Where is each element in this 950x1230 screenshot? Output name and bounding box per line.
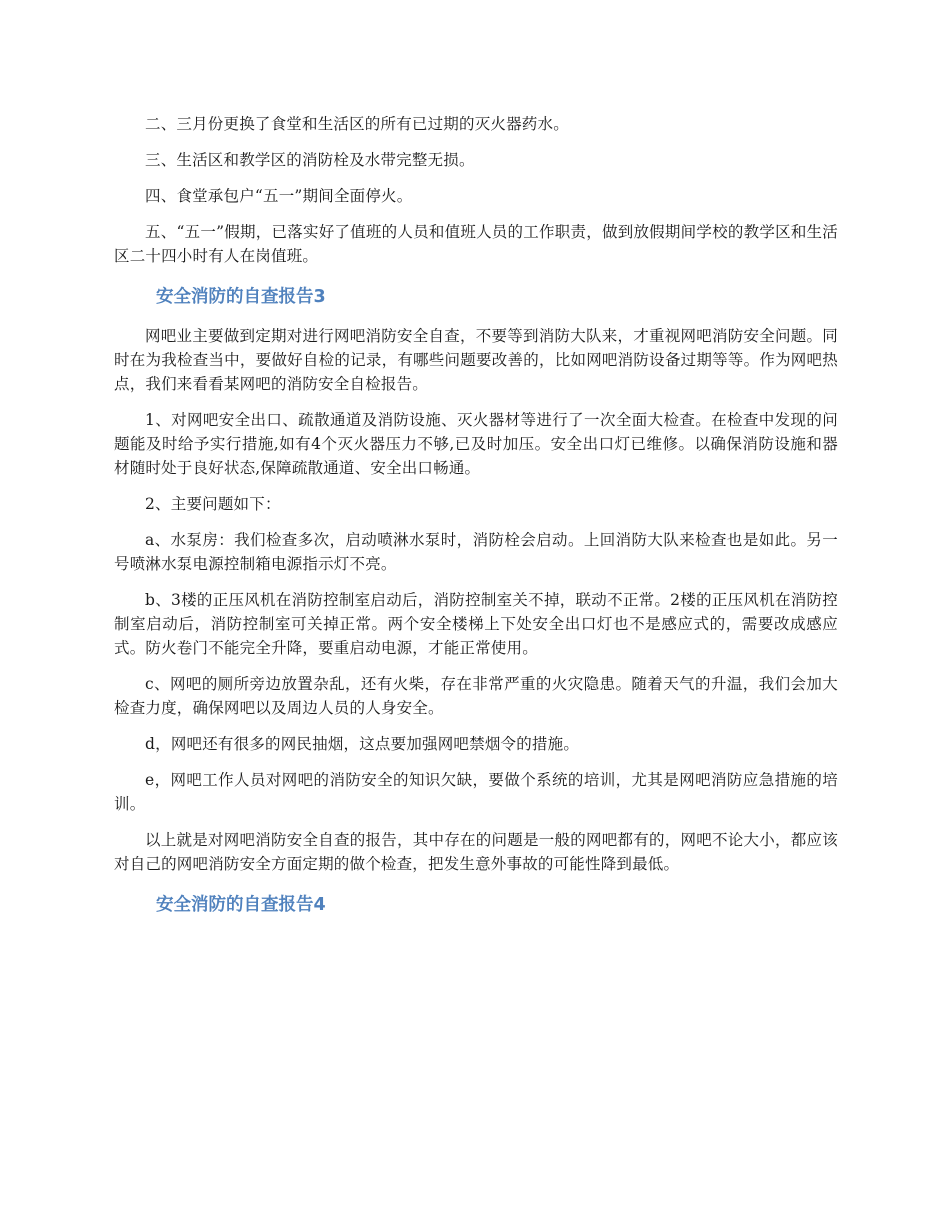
- paragraph-item-2: 二、三月份更换了食堂和生活区的所有已过期的灭火器药水。: [145, 115, 569, 133]
- section3-issue-e: e，网吧工作人员对网吧的消防安全的知识欠缺，要做个系统的培训，尤其是网吧消防应急措施的培训。: [114, 771, 838, 813]
- section3-issue-a: a、水泵房：我们检查多次，启动喷淋水泵时，消防栓会启动。上回消防大队来检查也是如此。另一号喷淋水泵电源控制箱电源指示灯不亮。: [114, 531, 838, 573]
- section3-intro: 网吧业主要做到定期对进行网吧消防安全自查，不要等到消防大队来，才重视网吧消防安全问题。同时在为我检查当中，要做好自检的记录，有哪些问题要改善的，比如网吧消防设备过期等等。作为网吧热点，我们来看看某网吧的消防安全自检报告。: [114, 327, 838, 393]
- document-body: [114, 112, 838, 932]
- section3-issue-b: b、3楼的正压风机在消防控制室启动后，消防控制室关不掉，联动不正常。2楼的正压风机在消防控制室启动后，消防控制室可关掉正常。两个安全楼梯上下处安全出口灯也不是感应式的，需要改成感应式。防火卷门不能完全升降，要重启动电源，才能正常使用。: [114, 591, 838, 657]
- paragraph-item-3: 三、生活区和教学区的消防栓及水带完整无损。: [145, 151, 475, 169]
- paragraph-item-5: 五、“五一”假期，已落实好了值班的人员和值班人员的工作职责，做到放假期间学校的教学区和生活区二十四小时有人在岗值班。: [114, 223, 838, 265]
- section-heading-3: 安全消防的自查报告3: [156, 287, 326, 307]
- section3-item-1: 1、对网吧安全出口、疏散通道及消防设施、灭火器材等进行了一次全面大检查。在检查中发现的问题能及时给予实行措施,如有4个灭火器压力不够,已及时加压。安全出口灯已维修。以确保消防设施和器材随时处于良好状态,保障疏散通道、安全出口畅通。: [114, 411, 838, 477]
- section-heading-4: 安全消防的自查报告4: [156, 895, 326, 915]
- section3-conclusion: 以上就是对网吧消防安全自查的报告，其中存在的问题是一般的网吧都有的，网吧不论大小，都应该对自己的网吧消防安全方面定期的做个检查，把发生意外事故的可能性降到最低。: [114, 831, 838, 873]
- section3-issue-c: c、网吧的厕所旁边放置杂乱，还有火柴，存在非常严重的火灾隐患。随着天气的升温，我们会加大检查力度，确保网吧以及周边人员的人身安全。: [114, 675, 838, 717]
- section3-item-2: 2、主要问题如下：: [145, 495, 281, 513]
- paragraph-item-4: 四、食堂承包户“五一”期间全面停火。: [145, 187, 413, 205]
- section3-issue-d: d，网吧还有很多的网民抽烟，这点要加强网吧禁烟令的措施。: [145, 735, 580, 753]
